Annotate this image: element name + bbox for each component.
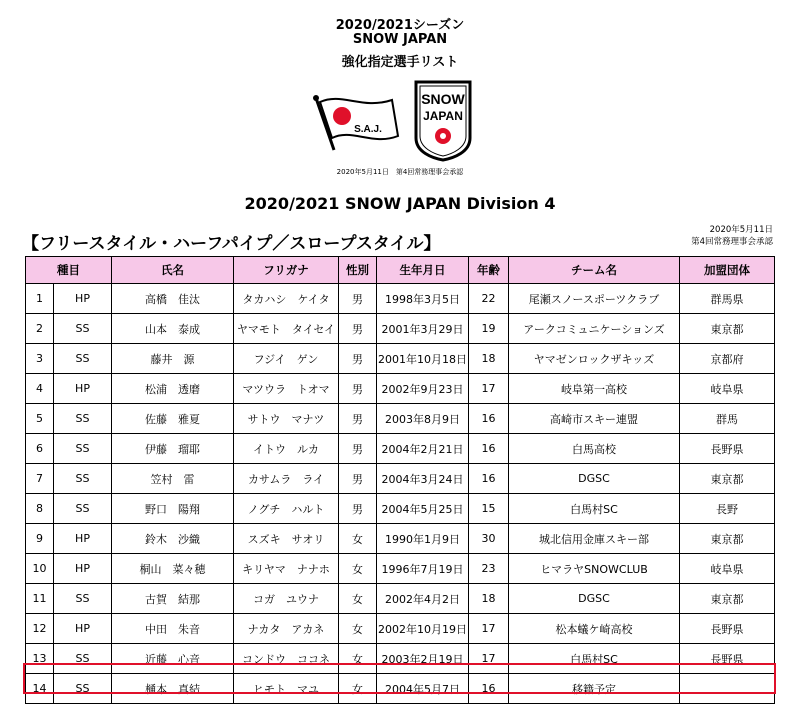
cell-gender: 女 — [339, 644, 377, 674]
table-row — [26, 674, 775, 704]
approval-date — [691, 224, 773, 248]
cell-event: SS — [54, 434, 112, 464]
cell-furigana: ヒモト マユ — [234, 674, 339, 704]
cell-federation: 長野県 — [680, 434, 775, 464]
cell-furigana: イトウ ルカ — [234, 434, 339, 464]
header-team: チーム名 — [509, 257, 680, 284]
header-furigana: フリガナ — [234, 257, 339, 284]
cell-age: 19 — [469, 314, 509, 344]
cell-gender: 女 — [339, 614, 377, 644]
cell-federation: 東京都 — [680, 584, 775, 614]
table-row — [26, 344, 775, 374]
cell-federation: 岐阜県 — [680, 554, 775, 584]
cell-team: 高崎市スキー連盟 — [509, 404, 680, 434]
cell-team: 尾瀬スノースポーツクラブ — [509, 284, 680, 314]
cell-name: 近藤 心音 — [112, 644, 234, 674]
section-title: 【フリースタイル・ハーフパイプ／スロープスタイル】 — [22, 234, 441, 254]
cell-row-number: 12 — [26, 614, 54, 644]
athlete-table — [25, 256, 775, 704]
cell-gender: 男 — [339, 434, 377, 464]
cell-furigana: キリヤマ ナナホ — [234, 554, 339, 584]
cell-row-number: 14 — [26, 674, 54, 704]
cell-age: 16 — [469, 674, 509, 704]
cell-name: 佐藤 雅夏 — [112, 404, 234, 434]
table-row — [26, 494, 775, 524]
cell-age: 18 — [469, 344, 509, 374]
cell-event: HP — [54, 524, 112, 554]
cell-age: 16 — [469, 434, 509, 464]
table-row — [26, 644, 775, 674]
cell-name: 桐山 菜々穂 — [112, 554, 234, 584]
cell-birthdate: 2004年5月25日 — [377, 494, 469, 524]
cell-event: SS — [54, 344, 112, 374]
cell-federation: 長野 — [680, 494, 775, 524]
cell-row-number: 8 — [26, 494, 54, 524]
cell-team: 白馬村SC — [509, 494, 680, 524]
table-row — [26, 554, 775, 584]
division-title: 2020/2021 SNOW JAPAN Division 4 — [244, 194, 556, 213]
approval-date-line2: 第4回常務理事会承認 — [691, 237, 773, 247]
cell-age: 17 — [469, 374, 509, 404]
header-event: 種目 — [26, 257, 112, 284]
cell-row-number: 11 — [26, 584, 54, 614]
cell-event: SS — [54, 674, 112, 704]
cell-birthdate: 2003年2月19日 — [377, 644, 469, 674]
cell-gender: 女 — [339, 674, 377, 704]
cell-furigana: ナカタ アカネ — [234, 614, 339, 644]
cell-name: 中田 朱音 — [112, 614, 234, 644]
cell-gender: 男 — [339, 464, 377, 494]
cell-birthdate: 2004年5月7日 — [377, 674, 469, 704]
snow-japan-logo — [414, 80, 472, 162]
cell-birthdate: 1990年1月9日 — [377, 524, 469, 554]
cell-federation: 東京都 — [680, 464, 775, 494]
cell-birthdate: 2001年10月18日 — [377, 344, 469, 374]
cell-row-number: 9 — [26, 524, 54, 554]
cell-name: 古賀 結那 — [112, 584, 234, 614]
cell-row-number: 6 — [26, 434, 54, 464]
cell-furigana: フジイ ゲン — [234, 344, 339, 374]
cell-age: 15 — [469, 494, 509, 524]
cell-name: 笠村 雷 — [112, 464, 234, 494]
cell-event: HP — [54, 614, 112, 644]
table-row — [26, 374, 775, 404]
table-row — [26, 434, 775, 464]
cell-birthdate: 1996年7月19日 — [377, 554, 469, 584]
cell-row-number: 7 — [26, 464, 54, 494]
cell-furigana: コンドウ ココネ — [234, 644, 339, 674]
cell-name: 藤井 源 — [112, 344, 234, 374]
snow-text: SNOW — [421, 91, 465, 107]
cell-federation: 長野県 — [680, 644, 775, 674]
cell-team: ヒマラヤSNOWCLUB — [509, 554, 680, 584]
cell-gender: 男 — [339, 314, 377, 344]
cell-event: SS — [54, 314, 112, 344]
table-row — [26, 404, 775, 434]
cell-event: SS — [54, 464, 112, 494]
cell-name: 伊藤 瑠耶 — [112, 434, 234, 464]
cell-name: 松浦 透磨 — [112, 374, 234, 404]
cell-team: 移籍予定 — [509, 674, 680, 704]
cell-team: 白馬村SC — [509, 644, 680, 674]
header-name: 氏名 — [112, 257, 234, 284]
cell-birthdate: 2003年8月9日 — [377, 404, 469, 434]
cell-federation: 岐阜県 — [680, 374, 775, 404]
header-federation: 加盟団体 — [680, 257, 775, 284]
cell-team: ヤマゼンロックザキッズ — [509, 344, 680, 374]
cell-name: 山本 泰成 — [112, 314, 234, 344]
cell-birthdate: 2002年9月23日 — [377, 374, 469, 404]
snow-japan-title: SNOW JAPAN — [352, 32, 448, 47]
cell-team: 松本蟻ケ崎高校 — [509, 614, 680, 644]
cell-event: SS — [54, 644, 112, 674]
cell-age: 16 — [469, 464, 509, 494]
header-birthdate: 生年月日 — [377, 257, 469, 284]
cell-gender: 女 — [339, 524, 377, 554]
approval-date-line1: 2020年5月11日 — [709, 225, 773, 235]
flag-text: S.A.J. — [354, 124, 382, 135]
header-gender: 性別 — [339, 257, 377, 284]
cell-furigana: カサムラ ライ — [234, 464, 339, 494]
cell-row-number: 5 — [26, 404, 54, 434]
cell-federation: 東京都 — [680, 524, 775, 554]
cell-row-number: 4 — [26, 374, 54, 404]
cell-name: 野口 陽翔 — [112, 494, 234, 524]
cell-gender: 男 — [339, 494, 377, 524]
cell-event: HP — [54, 374, 112, 404]
cell-federation — [680, 674, 775, 704]
cell-team: アークコミュニケーションズ — [509, 314, 680, 344]
cell-gender: 男 — [339, 404, 377, 434]
japan-text: JAPAN — [423, 109, 463, 123]
cell-birthdate: 2004年3月24日 — [377, 464, 469, 494]
cell-federation: 群馬県 — [680, 284, 775, 314]
cell-event: SS — [54, 494, 112, 524]
cell-furigana: スズキ サオリ — [234, 524, 339, 554]
cell-gender: 男 — [339, 344, 377, 374]
cell-row-number: 10 — [26, 554, 54, 584]
cell-row-number: 2 — [26, 314, 54, 344]
cell-birthdate: 2002年10月19日 — [377, 614, 469, 644]
cell-team: 白馬高校 — [509, 434, 680, 464]
cell-event: SS — [54, 404, 112, 434]
cell-age: 17 — [469, 644, 509, 674]
cell-federation: 京都府 — [680, 344, 775, 374]
cell-age: 22 — [469, 284, 509, 314]
header-age: 年齢 — [469, 257, 509, 284]
cell-age: 23 — [469, 554, 509, 584]
cell-event: HP — [54, 554, 112, 584]
cell-age: 30 — [469, 524, 509, 554]
table-row — [26, 584, 775, 614]
table-header-row — [26, 257, 775, 284]
approval-note: 2020年5月11日 第4回常務理事会承認 — [336, 168, 464, 176]
cell-birthdate: 2001年3月29日 — [377, 314, 469, 344]
cell-event: HP — [54, 284, 112, 314]
list-title: 強化指定選手リスト — [341, 55, 459, 70]
saj-flag-logo — [312, 92, 402, 154]
cell-birthdate: 1998年3月5日 — [377, 284, 469, 314]
season-title: 2020/2021シーズン — [335, 18, 465, 33]
cell-event: SS — [54, 584, 112, 614]
cell-age: 16 — [469, 404, 509, 434]
cell-team: DGSC — [509, 584, 680, 614]
cell-gender: 女 — [339, 554, 377, 584]
cell-name: 高橋 佳汰 — [112, 284, 234, 314]
cell-age: 18 — [469, 584, 509, 614]
table-row — [26, 524, 775, 554]
cell-team: DGSC — [509, 464, 680, 494]
cell-furigana: ヤマモト タイセイ — [234, 314, 339, 344]
cell-gender: 男 — [339, 284, 377, 314]
cell-federation: 長野県 — [680, 614, 775, 644]
cell-age: 17 — [469, 614, 509, 644]
table-row — [26, 314, 775, 344]
cell-federation: 群馬 — [680, 404, 775, 434]
cell-team: 岐阜第一高校 — [509, 374, 680, 404]
cell-birthdate: 2004年2月21日 — [377, 434, 469, 464]
cell-federation: 東京都 — [680, 314, 775, 344]
cell-gender: 女 — [339, 584, 377, 614]
cell-name: 樋本 真結 — [112, 674, 234, 704]
table-row — [26, 614, 775, 644]
cell-furigana: マツウラ トオマ — [234, 374, 339, 404]
table-row — [26, 464, 775, 494]
table-row — [26, 284, 775, 314]
cell-team: 城北信用金庫スキー部 — [509, 524, 680, 554]
cell-row-number: 3 — [26, 344, 54, 374]
cell-gender: 男 — [339, 374, 377, 404]
cell-birthdate: 2002年4月2日 — [377, 584, 469, 614]
cell-furigana: ノグチ ハルト — [234, 494, 339, 524]
cell-furigana: サトウ マナツ — [234, 404, 339, 434]
cell-name: 鈴木 沙織 — [112, 524, 234, 554]
cell-row-number: 1 — [26, 284, 54, 314]
cell-row-number: 13 — [26, 644, 54, 674]
cell-furigana: コガ ユウナ — [234, 584, 339, 614]
cell-furigana: タカハシ ケイタ — [234, 284, 339, 314]
